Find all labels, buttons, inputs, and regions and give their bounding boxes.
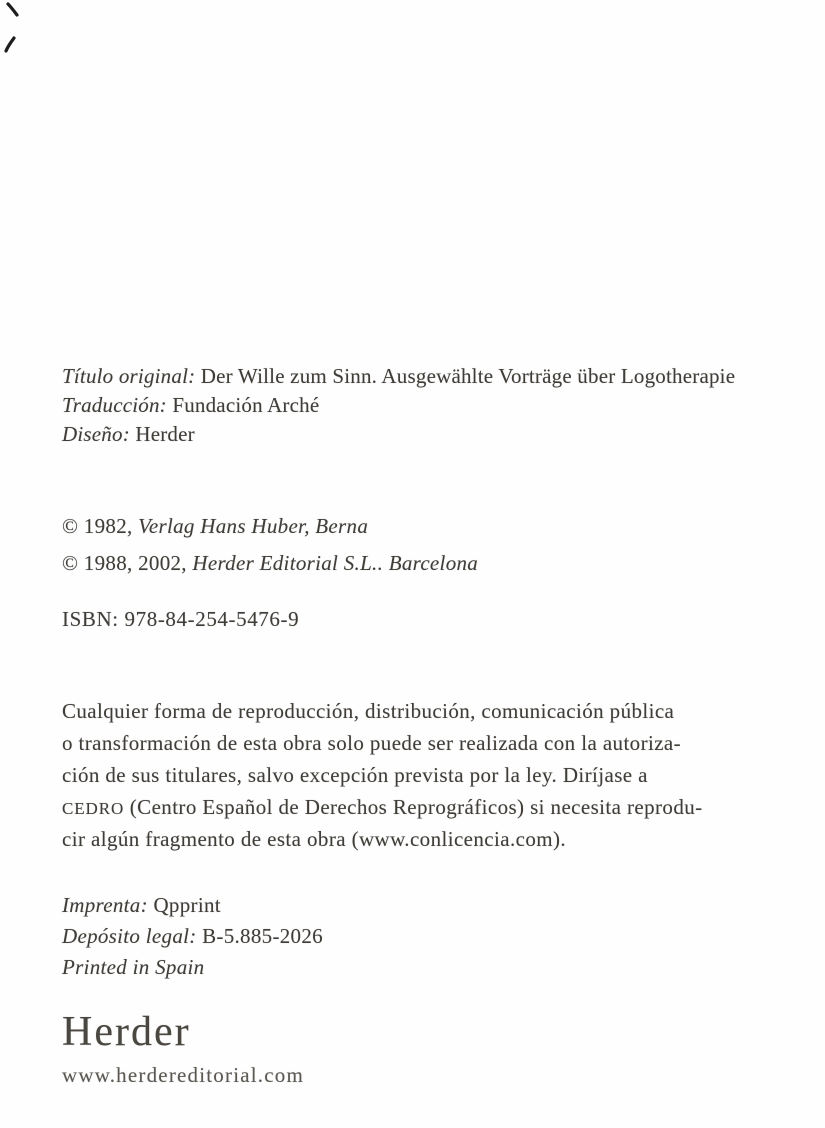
design-value: Herder [129,422,195,446]
legal-line-2 [62,728,703,760]
copyright-holder-herder: Herder Editorial S.L.. Barcelona [192,551,479,575]
legal-text-3: ción de sus titulares, salvo excepción prevista por la ley. Diríjase a [62,763,648,787]
original-title-label: Título original: [62,364,196,388]
legal-text-5: cir algún fragmento de esta obra (www.conlicencia.com). [62,827,567,851]
printed-in-spain-label: Printed in Spain [62,955,205,979]
isbn-block [62,607,299,632]
legal-notice-block [62,696,703,856]
legal-text-2: o transformación de esta obra solo puede ser realizada con la autoriza- [62,731,682,755]
copyright-holder-huber: Verlag Hans Huber, Berna [138,514,369,538]
scan-mark-bottom [3,36,18,53]
printer-value: Qpprint [147,893,221,917]
scan-mark-top [5,2,20,17]
legal-line-5 [62,824,703,856]
legal-text-1: Cualquier forma de reproducción, distribución, comunicación pública [62,699,675,723]
design-line [62,420,735,449]
legal-deposit-value: B-5.885-2026 [196,924,323,948]
copyright-block [62,508,478,582]
legal-line-3 [62,760,703,792]
legal-line-1 [62,696,703,728]
imprint-block [62,890,323,983]
copyright-year-1988: © 1988, 2002, [62,551,193,575]
publisher-block [62,1010,304,1088]
copyright-year-1982: © 1982, [62,514,139,538]
legal-text-4: (Centro Español de Derechos Reprográficos) si necesita reprodu- [124,795,703,819]
printed-in-spain-line [62,952,323,983]
printer-label: Imprenta: [62,893,148,917]
translation-line [62,391,735,420]
copyright-line-1982 [62,508,478,545]
title-credits-block [62,362,735,449]
printer-line [62,890,323,921]
legal-line-4 [62,792,703,824]
herder-logo: Herder [62,1009,191,1055]
original-title-value: Der Wille zum Sinn. Ausgewählte Vorträge über Logotherapie [195,364,736,388]
legal-deposit-label: Depósito legal: [62,924,197,948]
isbn-line: ISBN: 978-84-254-5476-9 [62,607,300,631]
publisher-website: www.herdereditorial.com [62,1063,304,1088]
design-label: Diseño: [62,422,130,446]
original-title-line [62,362,735,391]
translation-value: Fundación Arché [166,393,320,417]
cedro-smallcaps: CEDRO [62,799,125,818]
copyright-line-1988 [62,545,478,582]
legal-deposit-line [62,921,323,952]
translation-label: Traducción: [62,393,167,417]
